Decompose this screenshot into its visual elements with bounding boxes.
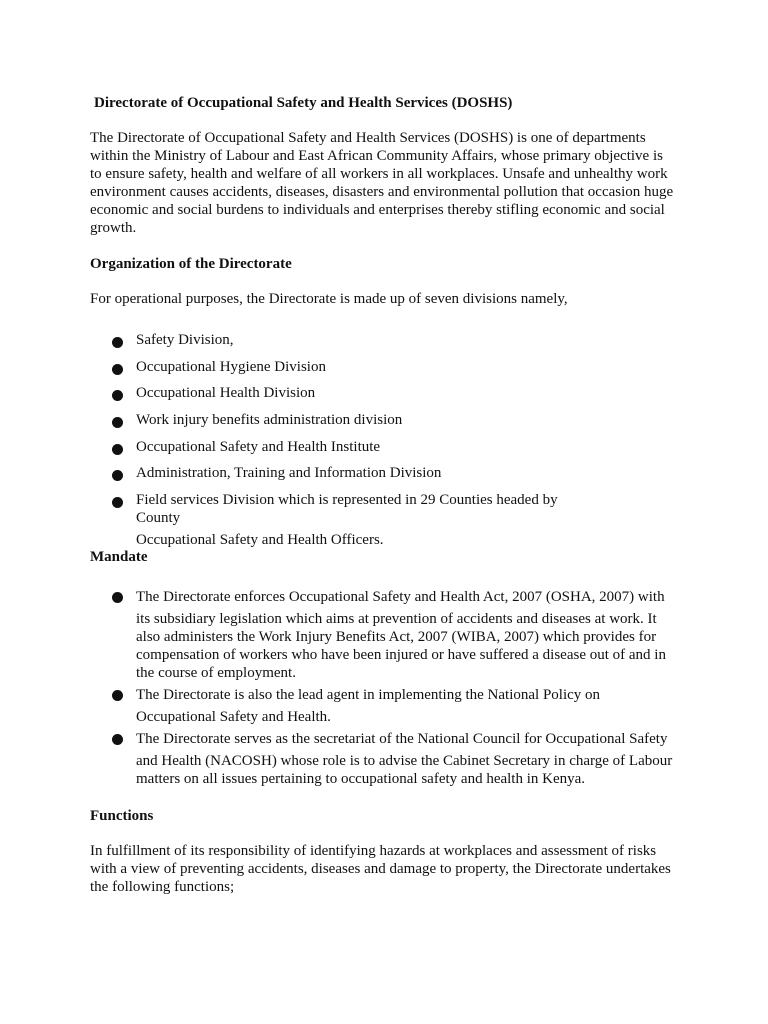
- functions-heading: Functions: [90, 808, 154, 824]
- list-item: [0, 327, 560, 354]
- mandate-line: also administers the Work Injury Benefits Act, 2007 (WIBA, 2007) which provides for: [136, 629, 657, 645]
- organization-lead: For operational purposes, the Directorate is made up of seven divisions namely,: [90, 291, 568, 307]
- division-label: Occupational Safety and Health Institute: [136, 438, 381, 455]
- mandate-line: compensation of workers who have been injured or have suffered a disease out of and in: [136, 647, 666, 663]
- list-item: [0, 487, 560, 549]
- bullet-icon: [112, 690, 123, 701]
- bullet-icon: [112, 592, 123, 603]
- list-item: [0, 434, 560, 461]
- list-item: [0, 682, 696, 726]
- mandate-line: The Directorate is also the lead agent in implementing the National Policy on: [136, 687, 601, 703]
- mandate-line: matters on all issues pertaining to occupational safety and health in Kenya.: [136, 771, 586, 787]
- bullet-icon: [112, 444, 123, 455]
- mandate-heading: Mandate: [90, 549, 148, 565]
- text-line: to ensure safety, health and welfare of all workers in all workplaces. Unsafe and unhealthy work: [90, 166, 668, 182]
- bullet-icon: [112, 390, 123, 401]
- list-item: [0, 407, 560, 434]
- text-line: economic and social burdens to individuals and enterprises thereby stifling economic and social: [90, 202, 665, 218]
- list-item: [0, 584, 696, 682]
- bullet-icon: [112, 417, 123, 428]
- bullet-icon: [112, 364, 123, 375]
- mandate-list: [0, 584, 768, 788]
- text-line: environment causes accidents, diseases, disasters and environmental pollution that occasion huge: [90, 184, 674, 200]
- organization-heading: Organization of the Directorate: [90, 256, 292, 272]
- bullet-icon: [112, 497, 123, 508]
- list-item: [0, 460, 560, 487]
- list-item: [0, 726, 696, 788]
- mandate-line: the course of employment.: [136, 665, 296, 681]
- text-line: The Directorate of Occupational Safety and Health Services (DOSHS) is one of departments: [90, 130, 646, 146]
- mandate-line: The Directorate serves as the secretariat of the National Council for Occupational Safety: [136, 731, 668, 747]
- bullet-icon: [112, 734, 123, 745]
- list-item: [0, 354, 560, 381]
- division-label: Work injury benefits administration division: [136, 412, 403, 429]
- mandate-line: its subsidiary legislation which aims at prevention of accidents and diseases at work. It: [136, 611, 657, 627]
- mandate-line: Occupational Safety and Health.: [136, 709, 331, 725]
- division-label: Safety Division,: [136, 332, 234, 348]
- list-item: [0, 380, 560, 407]
- division-label: Occupational Hygiene Division: [136, 358, 326, 375]
- division-label: Occupational Health Division: [136, 385, 316, 402]
- division-label: Occupational Safety and Health Officers.: [136, 532, 384, 549]
- bullet-icon: [112, 337, 123, 348]
- text-line: within the Ministry of Labour and East African Community Affairs, whose primary objective is: [90, 148, 663, 164]
- text-line: with a view of preventing accidents, diseases and damage to property, the Directorate undertakes: [90, 861, 671, 877]
- mandate-line: The Directorate enforces Occupational Safety and Health Act, 2007 (OSHA, 2007) with: [136, 589, 665, 605]
- mandate-line: and Health (NACOSH) whose role is to advise the Cabinet Secretary in charge of Labour: [136, 753, 673, 769]
- text-line: the following functions;: [90, 879, 235, 895]
- divisions-list: [0, 327, 768, 549]
- functions-paragraph: [90, 842, 686, 896]
- text-line: growth.: [90, 220, 137, 236]
- intro-paragraph: [90, 129, 686, 237]
- division-label: Administration, Training and Information Division: [136, 465, 442, 482]
- bullet-icon: [112, 470, 123, 481]
- document-title: Directorate of Occupational Safety and Health Services (DOSHS): [94, 95, 513, 111]
- division-label: Field services Division which is represented in 29 Counties headed by County: [136, 492, 558, 527]
- text-line: In fulfillment of its responsibility of identifying hazards at workplaces and assessment of risks: [90, 843, 657, 859]
